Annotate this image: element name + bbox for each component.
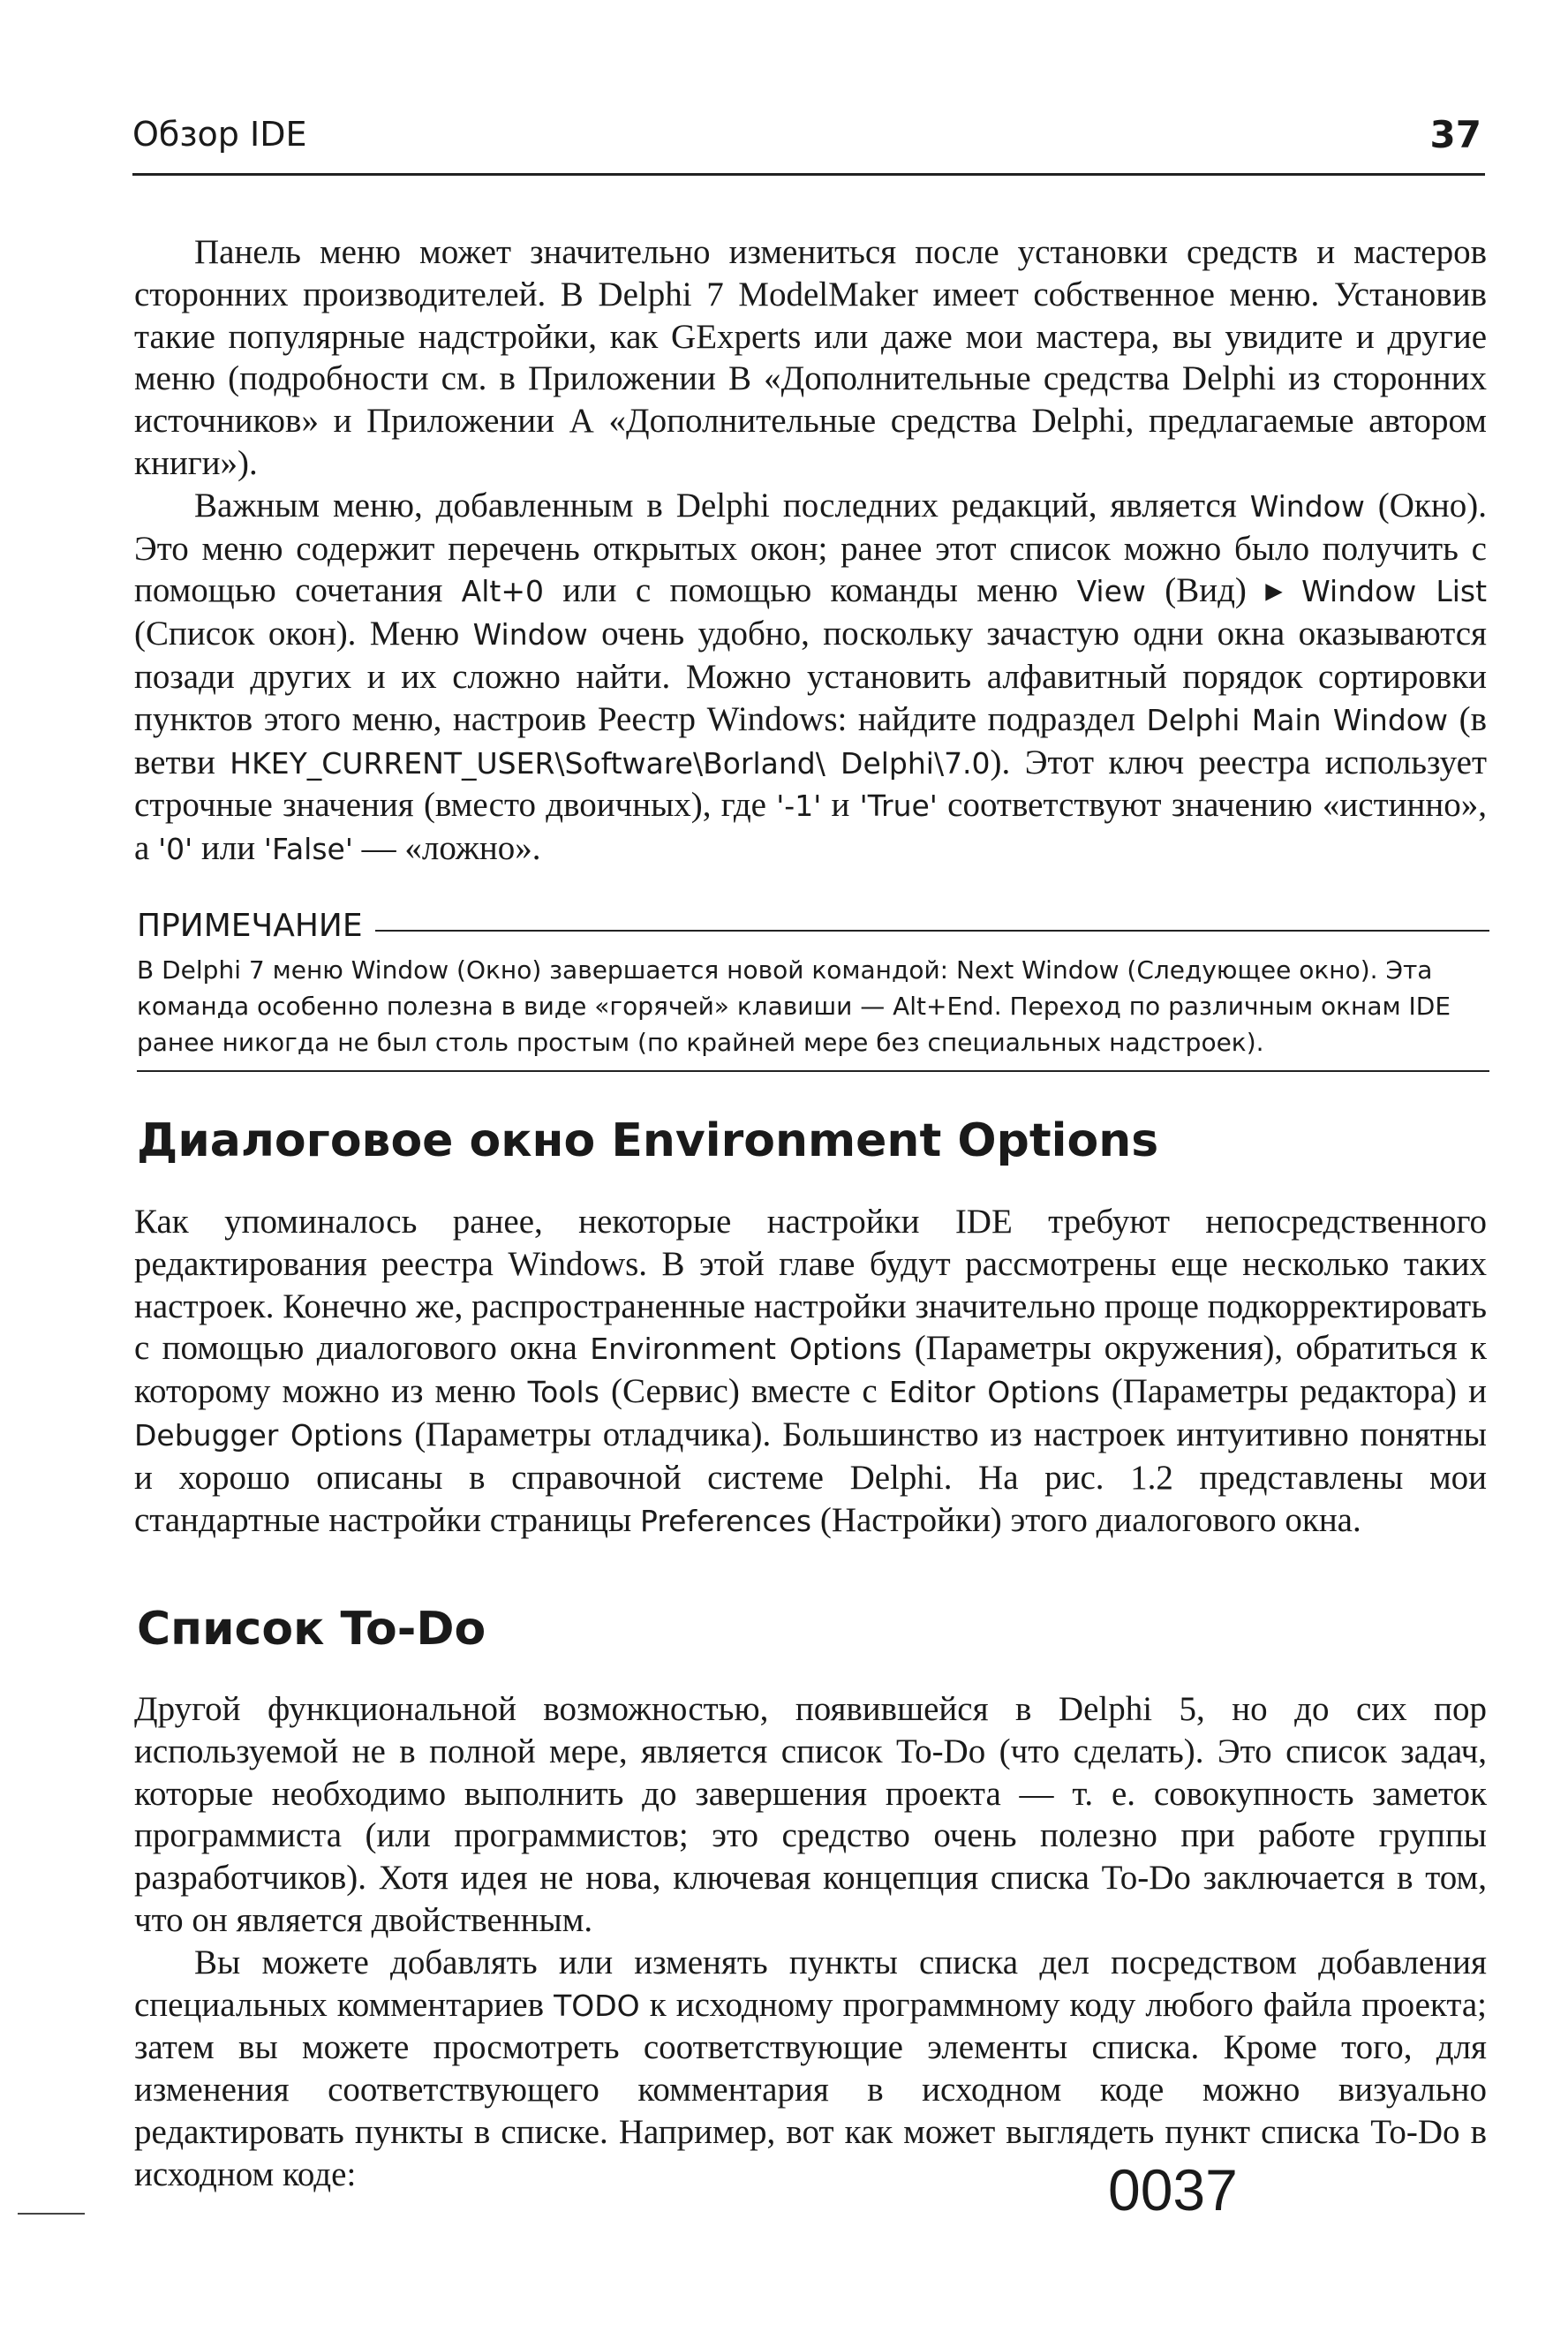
note-text: В Delphi 7 меню Window (Окно) завершается новой командой: Next Window (Следующее окно). Эта команда особенно полезна в виде «горячей» клавиши — Alt+End. Переход по различным окнам IDE ранее никогда не был столь простым (по крайней мере без специальных надстроек).: [137, 955, 1451, 1057]
intro-text: [134, 231, 1487, 871]
note-bottom-rule: [137, 1070, 1489, 1072]
page-header: [132, 111, 1485, 176]
margin-mark: [18, 2213, 85, 2215]
heading-todo-list: Список To-Do: [137, 1603, 486, 1656]
paragraph-menu-bar: Панель меню может значительно измениться после установки средств и мастеров сторонних производителей. В Delphi 7 ModelMaker имеет собственное меню. Установив такие популярные надстройки, как GExperts или даже мои мастера, вы увидите и другие меню (подробности см. в Приложении В «Дополнительные средства Delphi из сторонних источников» и Приложении А «Дополнительные средства Delphi, предлагаемые автором книги»).: [134, 233, 1487, 482]
heading-environment-options: Диалоговое окно Environment Options: [137, 1114, 1159, 1167]
page-number: 37: [1429, 113, 1481, 156]
running-title: Обзор IDE: [132, 115, 307, 154]
note-header: [137, 908, 1489, 952]
paragraph-environment-options: Как упоминалось ранее, некоторые настройки IDE требуют непосредственного редактирования реестра Windows. В этой главе будут рассмотрены еще несколько таких настроек. Конечно же, распространенные настройки значительно проще подкорректировать с помощью диалогового окна Environment Options (Параметры окружения), обратиться к которому можно из меню Tools (Сервис) вместе с Editor Options (Параметры редактора) и Debugger Options (Параметры отладчика). Большинство из настроек интуитивно понятны и хорошо описаны в справочной системе Delphi. На рис. 1.2 представлены мои стандартные настройки страницы Preferences (Настройки) этого диалогового окна.: [134, 1203, 1488, 1539]
note-label: ПРИМЕЧАНИЕ: [137, 908, 375, 944]
environment-options-text: [134, 1201, 1487, 1542]
todo-text: [134, 1688, 1487, 2196]
paragraph-todo-comments: Вы можете добавлять или изменять пункты списка дел посредством добавления специальных комментариев TODO к исходному программному коду любого файла проекта; затем вы можете просмотреть соответствующие элементы списка. Кроме того, для изменения соответствующего комментария в исходном коде можно визуально редактировать пункты в списке. Например, вот как может выглядеть пункт списка To-Do в исходном коде:: [134, 1943, 1487, 2193]
paragraph-todo-intro: Другой функциональной возможностью, появившейся в Delphi 5, но до сих пор используемой не в полной мере, является список To-Do (что сделать). Это список задач, которые необходимо выполнить до завершения проекта — т. е. совокупность заметок программиста (или программистов; это средство очень полезно при работе группы разработчиков). Хотя идея не нова, ключевая концепция списка To-Do заключается в том, что он является двойственным.: [134, 1690, 1487, 1939]
paragraph-window-menu: Важным меню, добавленным в Delphi последних редакций, является Window (Окно). Это меню содержит перечень открытых окон; ранее этот список можно было получить с помощью сочетания Alt+0 или с помощью команды меню View (Вид) ▸ Window List (Список окон). Меню Window очень удобно, поскольку зачастую одни окна оказываются позади других и их сложно найти. Можно установить алфавитный порядок сортировки пунктов этого меню, настроив Реестр Windows: найдите подраздел Delphi Main Window (в ветви HKEY_CURRENT_USER\Software\Borland\ Delphi\7.0). Этот ключ реестра использует строчные значения (вместо двоичных), где '-1' и 'True' соответствуют значению «истинно», а '0' или 'False' — «ложно».: [134, 486, 1488, 868]
scan-page-code: 0037: [1108, 2157, 1238, 2223]
